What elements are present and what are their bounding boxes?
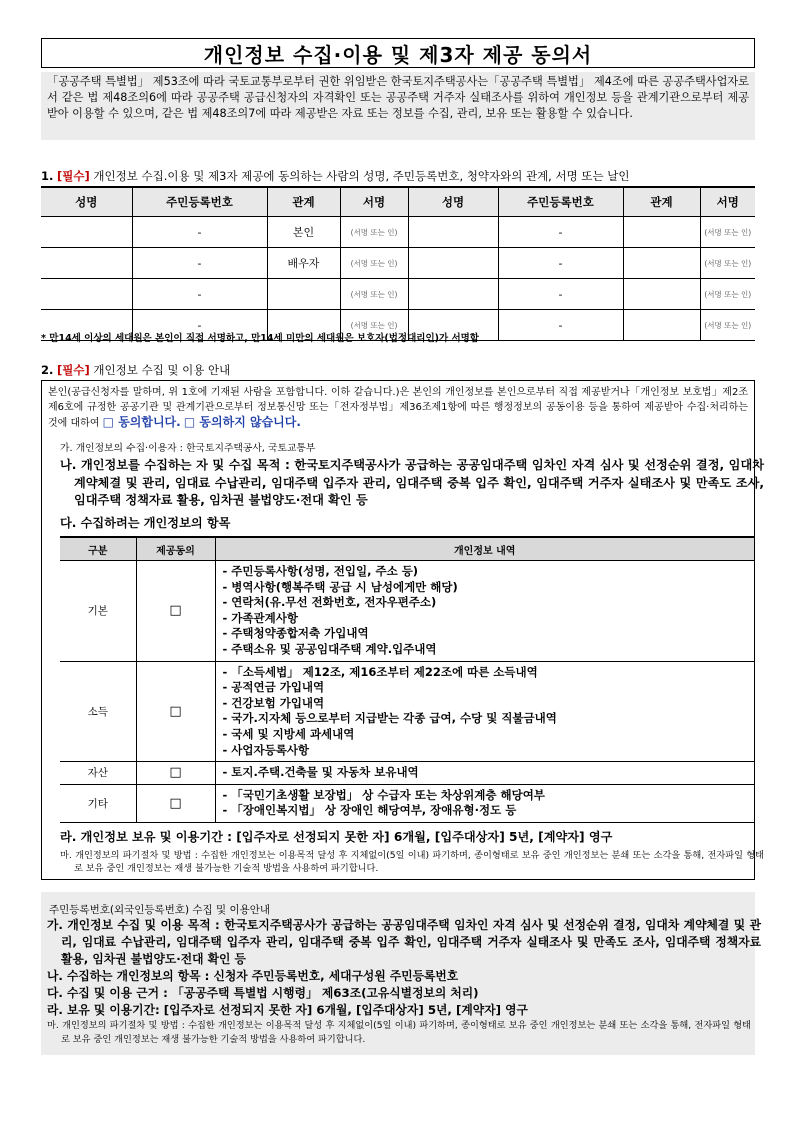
items-row xyxy=(60,762,754,785)
item-detail: - 건강보험 가입내역 xyxy=(222,695,325,710)
item-consent-cell xyxy=(136,661,215,762)
item-detail: - 「국민기초생활 보장법」 상 수급자 또는 차상위계층 해당여부 xyxy=(222,787,545,802)
consent-body: 본인(공급신청자를 말하며, 위 1호에 기재된 사람을 포함합니다. 이하 같습니다.)은 본인의 개인정보를 본인으로부터 직접 제공받거나「개인정보 보호법」제2조제6호에 규정한 공공기관 및 관계기관으로부터 정보통신망 또는「전자정부법」제36조제1항에 따른 행정정보의 공동이용 등을 통하여 제공받아 수집·처리하는 것에 대하여 xyxy=(48,387,748,429)
signature-note: * 만14세 이상의 세대원은 본인이 직접 서명하고, 만14세 미만의 세대원은 보호자(법정대리인)가 서명함 xyxy=(41,333,479,344)
section2-title: 개인정보 수집 및 이용 안내 xyxy=(93,363,231,377)
relation-left-cell[interactable]: 본인 xyxy=(267,217,340,248)
signature-right-cell[interactable]: (서명 또는 인) xyxy=(700,310,755,341)
item-details xyxy=(215,661,754,762)
header-category: 구분 xyxy=(60,537,136,561)
items-row xyxy=(60,784,754,822)
rrn-basis-line: 다. 수집 및 이용 근거 : 「공공주택 특별법 시행령」 제63조(고유식별정보의 처리) xyxy=(47,986,479,1000)
item-detail-list xyxy=(217,562,754,660)
consent-checkbox[interactable]: □ xyxy=(169,795,182,811)
item-category: 기본 xyxy=(60,561,136,662)
item-detail: - 연락처(유.무선 전화번호, 전자우편주소) xyxy=(222,595,437,610)
item-detail: - 주민등록사항(성명, 전입일, 주소 등) xyxy=(222,564,419,578)
name-right-cell[interactable] xyxy=(408,217,498,248)
consent-checkbox[interactable]: □ xyxy=(169,765,182,781)
header-details: 개인정보 내역 xyxy=(215,537,754,561)
disagree-checkbox[interactable]: □ 동의하지 않습니다. xyxy=(183,415,301,429)
purpose-line: 나. 개인정보를 수집하는 자 및 수집 목적 : 한국토지주택공사가 공급하는 공공임대주택 임차인 자격 심사 및 선정순위 결정, 임대차 계약체결 및 관리, 임대료 수납관리, 임대주택 입주자 관리, 임대주택 중복 입주 확인, 임대주택 거주자 실태조사 및 만족도 조사, 임대주택 정책자료 활용, 임차권 불법양도·전대 확인 등 xyxy=(60,458,764,507)
item-detail: - 「소득세법」 제12조, 제16조부터 제22조에 따른 소득내역 xyxy=(222,664,538,679)
header-signature-left: 서명 xyxy=(340,187,408,217)
item-detail: - 국가.지자체 등으로부터 지급받는 각종 급여, 수당 및 직불금내역 xyxy=(222,711,557,726)
collected-items-table xyxy=(60,536,754,823)
consenter-table xyxy=(41,186,755,341)
consenter-row xyxy=(41,248,755,279)
section1-title: 개인정보 수집.이용 및 제3자 제공에 동의하는 사람의 성명, 주민등록번호, 청약자와의 관계, 서명 또는 날인 xyxy=(93,169,630,183)
item-consent-cell xyxy=(136,561,215,662)
signature-left-cell[interactable]: (서명 또는 인) xyxy=(340,310,408,341)
name-left-cell[interactable] xyxy=(41,217,132,248)
rrn-items-line: 나. 수집하는 개인정보의 항목 : 신청자 주민등록번호, 세대구성원 주민등록번호 xyxy=(47,969,459,983)
rrn-notice-heading: 주민등록번호(외국인등록번호) 수집 및 이용안내 xyxy=(49,904,271,916)
consent-checkbox[interactable]: □ xyxy=(169,603,182,619)
header-relation-left: 관계 xyxy=(267,187,340,217)
rrn-right-cell[interactable]: - xyxy=(498,248,623,279)
item-detail: - 토지.주택.건축물 및 자동차 보유내역 xyxy=(222,765,419,780)
relation-left-cell[interactable]: 배우자 xyxy=(267,248,340,279)
name-right-cell[interactable] xyxy=(408,279,498,310)
header-consent: 제공동의 xyxy=(136,537,215,561)
items-heading: 다. 수집하려는 개인정보의 항목 xyxy=(60,516,231,530)
item-detail: - 국세 및 지방세 과세내역 xyxy=(222,726,355,741)
item-detail-list xyxy=(217,763,754,783)
relation-right-cell[interactable] xyxy=(623,217,700,248)
consenter-row xyxy=(41,217,755,248)
section1-heading xyxy=(41,168,755,184)
item-detail: - 사업자등록사항 xyxy=(222,742,310,757)
signature-right-cell[interactable]: (서명 또는 인) xyxy=(700,217,755,248)
item-consent-cell xyxy=(136,784,215,822)
rrn-right-cell[interactable]: - xyxy=(498,310,623,341)
item-detail: - 공적연금 가입내역 xyxy=(222,680,325,695)
header-rrn-right: 주민등록번호 xyxy=(498,187,623,217)
item-detail: - 주택소유 및 공공임대주택 계약.입주내역 xyxy=(222,641,437,656)
rrn-right-cell[interactable]: - xyxy=(498,217,623,248)
rrn-destruction-line: 마. 개인정보의 파기절차 및 방법 : 수집한 개인정보는 이용목적 달성 후 지체없이(5일 이내) 파기하며, 종이형태로 보유 중인 개인정보는 분쇄 또는 소각을 통해, 전자파일 형태로 보유 중인 개인정보는 재생 불가능한 기술적 방법을 사용하여 파기합니다. xyxy=(47,1020,751,1045)
rrn-left-cell[interactable]: - xyxy=(132,310,267,341)
collector-line: 가. 개인정보의 수집·이용자 : 한국토지주택공사, 국토교통부 xyxy=(60,443,316,454)
consent-paragraph xyxy=(48,385,748,431)
rrn-purpose-line: 가. 개인정보 수집 및 이용 목적 : 한국토지주택공사가 공급하는 공공임대주택 임차인 자격 심사 및 선정순위 결정, 임대차 계약체결 및 관리, 임대료 수납관리, 임대주택 입주자 관리, 임대주택 중복 입주 확인, 임대주택 거주자 실태조사 및 만족도 조사, 임대주택 정책자료 활용, 임차권 불법양도·전대 확인 등 xyxy=(47,918,761,966)
signature-right-cell[interactable]: (서명 또는 인) xyxy=(700,279,755,310)
name-left-cell[interactable] xyxy=(41,279,132,310)
relation-left-cell[interactable] xyxy=(267,279,340,310)
item-consent-cell xyxy=(136,762,215,785)
items-row xyxy=(60,561,754,662)
item-detail: - 가족관계사항 xyxy=(222,610,298,625)
items-header-row xyxy=(60,537,754,561)
item-detail-list xyxy=(217,786,754,821)
rrn-left-cell[interactable]: - xyxy=(132,279,267,310)
item-details xyxy=(215,561,754,662)
rrn-left-cell[interactable]: - xyxy=(132,217,267,248)
consenter-row xyxy=(41,279,755,310)
signature-left-cell[interactable]: (서명 또는 인) xyxy=(340,279,408,310)
item-detail-list xyxy=(217,663,754,761)
item-detail: - 「장애인복지법」 상 장애인 해당여부, 장애유형·정도 등 xyxy=(222,803,517,818)
rrn-retention-line: 라. 보유 및 이용기간: [입주자로 선정되지 못한 자] 6개월, [입주대상자] 5년, [계약자] 영구 xyxy=(47,1003,528,1017)
destruction-line: 마. 개인정보의 파기절차 및 방법 : 수집한 개인정보는 이용목적 달성 후 지체없이(5일 이내) 파기하며, 종이형태로 보유 중인 개인정보는 분쇄 또는 소각을 통해, 전자파일 형태로 보유 중인 개인정보는 재생 불가능한 기술적 방법을 사용하여 파기합니다. xyxy=(60,850,764,874)
consenter-header-row xyxy=(41,187,755,217)
header-relation-right: 관계 xyxy=(623,187,700,217)
intro-text: 「공공주택 특별법」 제53조에 따라 국토교통부로부터 권한 위임받은 한국토지주택공사는「공공주택 특별법」 제4조에 따른 공공주택사업자로서 같은 법 제48조의6에 따라 공공주택 공급신청자의 자격확인 또는 공공주택 거주자 실태조사를 위하여 개인정보 등을 관계기관으로부터 제공받아 이용할 수 있으며, 같은 법 제48조의7에 따라 제공받은 자료 또는 정보를 수집, 관리, 보유 또는 활용할 수 있습니다. xyxy=(41,72,755,140)
section2-heading xyxy=(41,362,230,378)
signature-left-cell[interactable]: (서명 또는 인) xyxy=(340,248,408,279)
page-title: 개인정보 수집·이용 및 제3자 제공 동의서 xyxy=(41,38,755,68)
rrn-left-cell[interactable]: - xyxy=(132,248,267,279)
relation-right-cell[interactable] xyxy=(623,248,700,279)
rrn-notice-box xyxy=(41,892,761,1055)
item-category: 기타 xyxy=(60,784,136,822)
retention-line: 라. 개인정보 보유 및 이용기간 : [입주자로 선정되지 못한 자] 6개월, [입주대상자] 5년, [계약자] 영구 xyxy=(60,830,613,844)
section2-required-tag: [필수] xyxy=(57,363,90,377)
signature-left-cell[interactable]: (서명 또는 인) xyxy=(340,217,408,248)
agree-checkbox[interactable]: □ 동의합니다. xyxy=(102,415,181,429)
signature-right-cell[interactable]: (서명 또는 인) xyxy=(700,248,755,279)
section1-required-tag: [필수] xyxy=(57,169,90,183)
name-left-cell[interactable] xyxy=(41,248,132,279)
header-signature-right: 서명 xyxy=(700,187,755,217)
rrn-right-cell[interactable]: - xyxy=(498,279,623,310)
items-row xyxy=(60,661,754,762)
item-details xyxy=(215,762,754,785)
header-name-left: 성명 xyxy=(41,187,132,217)
item-detail: - 병역사항(행복주택 공급 시 남성에게만 해당) xyxy=(222,579,458,594)
section1-number: 1. xyxy=(41,169,54,183)
section2-number: 2. xyxy=(41,363,54,377)
header-rrn-left: 주민등록번호 xyxy=(132,187,267,217)
relation-right-cell[interactable] xyxy=(623,279,700,310)
item-category: 자산 xyxy=(60,762,136,785)
item-detail: - 주택청약종합저축 가입내역 xyxy=(222,626,369,641)
item-details xyxy=(215,784,754,822)
relation-right-cell[interactable] xyxy=(623,310,700,341)
item-category: 소득 xyxy=(60,661,136,762)
header-name-right: 성명 xyxy=(408,187,498,217)
name-right-cell[interactable] xyxy=(408,248,498,279)
consent-checkbox[interactable]: □ xyxy=(169,703,182,719)
